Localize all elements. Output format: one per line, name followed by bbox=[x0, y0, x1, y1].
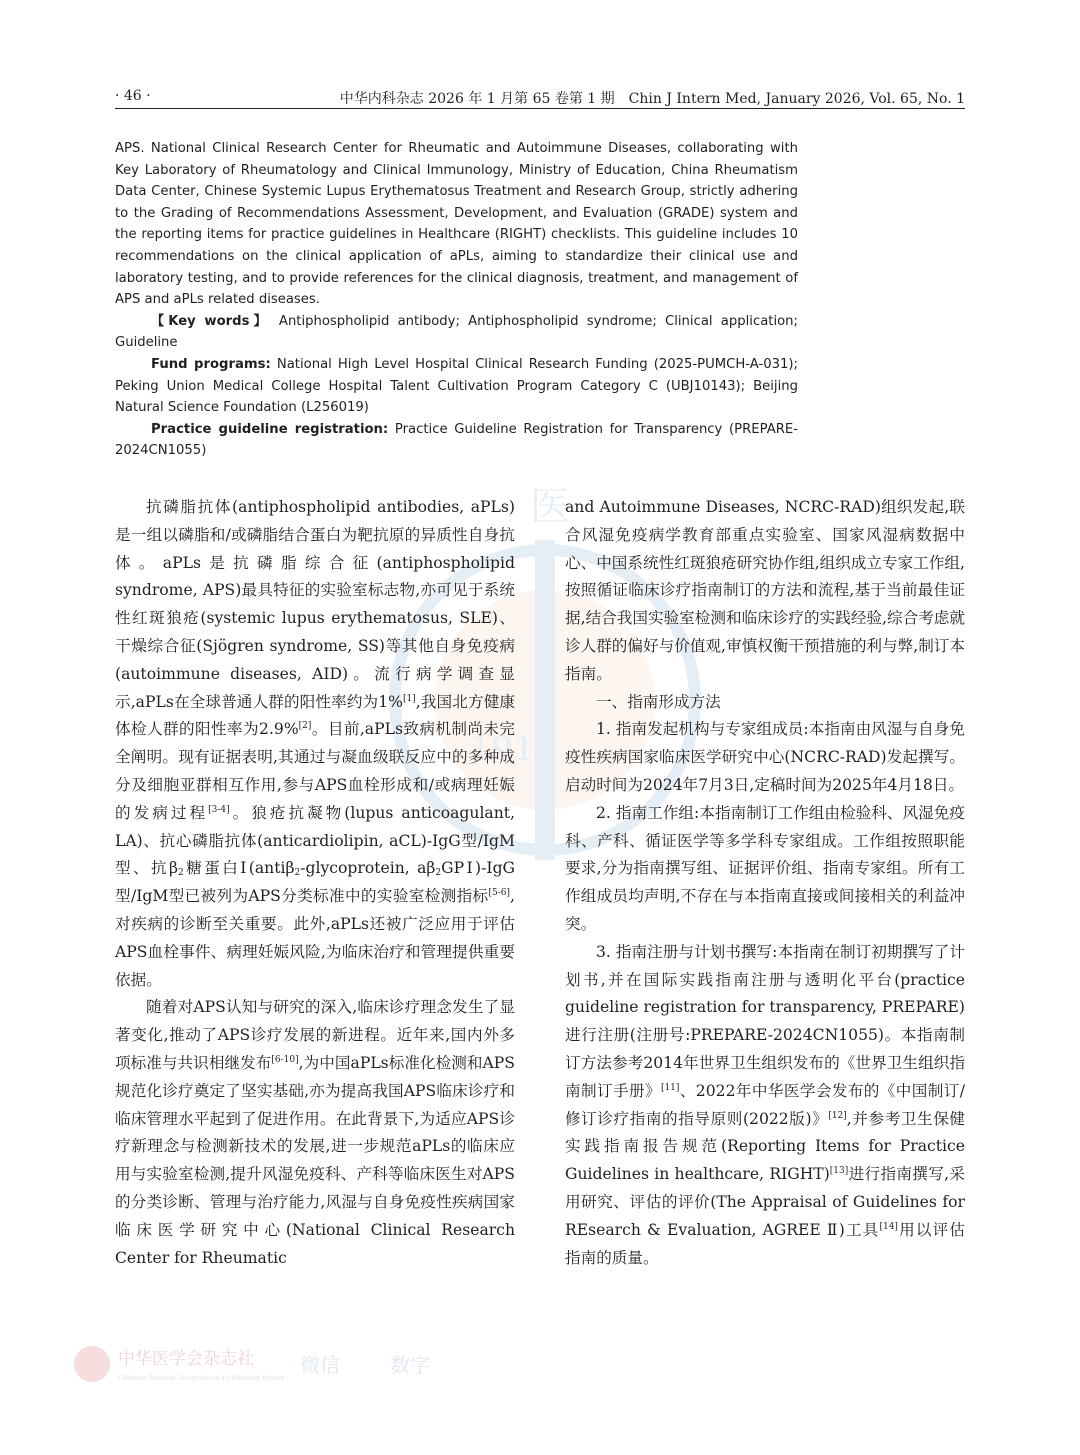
method-paragraph-3 bbox=[565, 939, 965, 1273]
running-header bbox=[115, 86, 965, 109]
subscript: 2 bbox=[294, 868, 301, 879]
citation-ref[interactable]: [2] bbox=[298, 721, 312, 732]
right-column bbox=[565, 494, 965, 1272]
text-run: 抗磷脂抗体(antiphospholipid antibodies, aPLs)是一组以磷脂和/或磷脂结合蛋白为靶抗原的异质性自身抗体。aPLs是抗磷脂综合征(antiphospholipid syndrome, APS)最具特征的实验室标志物,亦可见于系统性红斑狼疮(systemic lupus erythematosus, SLE)、干燥综合征(Sjögren syndrome, SS)等其他自身免疫病(autoimmune diseases, AID)。流行病学调查显示,aPLs在全球普通人群的阳性率约为1% bbox=[115, 498, 515, 711]
seal-year: 1915 bbox=[470, 729, 557, 769]
guideline-registration bbox=[115, 419, 798, 462]
citation-ref[interactable]: [13] bbox=[829, 1166, 849, 1177]
text-run: ,为中国aPLs标准化检测和APS规范化诊疗奠定了坚实基础,亦为提高我国APS临床诊疗和临床管理水平起到了促进作用。在此背景下,为适应APS诊疗新理念与检测新技术的发展,进一步规范aPLs的临床应用与实验室检测,提升风湿免疫科、产科等临床医生对APS的分类诊断、管理与治疗能力,风湿与自身免疫性疾病国家临床医学研究中心(National Clinical Research Center for Rheumatic bbox=[115, 1053, 515, 1267]
digital-tag: 数字 bbox=[390, 1353, 430, 1377]
keywords-text: Antiphospholipid antibody; Antiphospholipid syndrome; Clinical application; Guideline bbox=[115, 313, 798, 351]
citation-ref[interactable]: [6-10] bbox=[271, 1054, 299, 1065]
left-column bbox=[115, 494, 515, 1272]
english-abstract bbox=[115, 138, 798, 462]
text-run: 。目前,aPLs致病机制尚未完全阐明。现有证据表明,其通过与凝血级联反应中的多种成分及细胞亚群相互作用,参与APS血栓形成和/或病理妊娠的发病过程 bbox=[115, 720, 515, 822]
intro-paragraph-1 bbox=[115, 494, 515, 994]
text-run: -glycoprotein, aβ bbox=[300, 859, 436, 878]
text-run: 糖蛋白Ⅰ(antiβ bbox=[183, 859, 295, 878]
method-paragraph-2: 2. 指南工作组:本指南制订工作组由检验科、风湿免疫科、产科、循证医学等多学科专家组成。工作组按照职能要求,分为指南撰写组、证据评价组、指南专家组。所有工作组成员均声明,不存在与本指南直接或间接相关的利益冲突。 bbox=[565, 803, 965, 933]
text-run: GPⅠ)-IgG型/IgM型已被列为APS分类标准中的实验室检测指标 bbox=[115, 859, 516, 906]
citation-ref[interactable]: [3-4] bbox=[208, 804, 230, 815]
text-run: ,对疾病的诊断至关重要。此外,aPLs还被广泛应用于评估APS血栓事件、病理妊娠风险,为临床治疗和管理提供重要依据。 bbox=[115, 887, 515, 989]
text-run: 、2022年中华医学会发布的《中国制订/修订诊疗指南的指导原则(2022版)》 bbox=[565, 1081, 965, 1128]
citation-ref[interactable]: [12] bbox=[828, 1110, 847, 1121]
publisher-flower-icon bbox=[74, 1346, 110, 1382]
fund-programs bbox=[115, 354, 798, 419]
registration-label: Practice guideline registration: bbox=[151, 421, 389, 437]
text-run: 随着对APS认知与研究的深入,临床诊疗理念发生了显著变化,推动了APS诊疗发展的新进程。近年来,国内外多项标准与共识相继发布 bbox=[115, 998, 515, 1072]
subscript: 2 bbox=[435, 868, 442, 879]
publisher-name-en: Chinese Medical Association Publishing House bbox=[118, 1374, 285, 1382]
citation-ref[interactable]: [5-6] bbox=[488, 888, 511, 899]
journal-citation: 中华内科杂志 2026 年 1 月第 65 卷第 1 期 Chin J Intern Med, January 2026, Vol. 65, No. 1 bbox=[339, 91, 965, 107]
citation-ref[interactable]: [1] bbox=[403, 693, 416, 704]
seal-glyph: 医 bbox=[530, 484, 570, 530]
text-run: 进行指南撰写,采用研究、评估的评价(The Appraisal of Guidelines for REsearch & Evaluation, AGREE Ⅱ)工具 bbox=[565, 1165, 965, 1239]
section-heading: 一、指南形成方法 bbox=[596, 692, 721, 711]
fund-label: Fund programs: bbox=[151, 356, 271, 372]
publisher-watermark bbox=[70, 1342, 490, 1387]
method-paragraph-1: 1. 指南发起机构与专家组成员:本指南由风湿与自身免疫性疾病国家临床医学研究中心(NCRC-RAD)发起撰写。启动时间为2024年7月3日,定稿时间为2025年4月18日。 bbox=[565, 720, 965, 794]
intro-paragraph-2 bbox=[115, 994, 515, 1272]
citation-ref[interactable]: [11] bbox=[660, 1082, 680, 1093]
wechat-tag: 微信 bbox=[300, 1353, 340, 1377]
abstract-body: APS. National Clinical Research Center for Rheumatic and Autoimmune Diseases, collaborating with Key Laboratory of Rheumatology and Clinical Immunology, Ministry of Education, China Rheumatism Data Center, Chinese Systemic Lupus Erythematosus Treatment and Research Group, strictly adhering to the Grading of Recommendations Assessment, Development, and Evaluation (GRADE) system and the reporting items for practice guidelines in Healthcare (RIGHT) checklists. This guideline includes 10 recommendations on the clinical application of aPLs, aiming to standardize their clinical use and laboratory testing, and to provide references for the clinical diagnosis, treatment, and management of APS and aPLs related diseases. bbox=[115, 141, 798, 308]
text-run: 3. 指南注册与计划书撰写:本指南在制订初期撰写了计划书,并在国际实践指南注册与透明化平台(practice guideline registration for transparency, PREPARE)进行注册(注册号:PREPARE-2024CN1055)。本指南制订方法参考2014年世界卫生组织发布的《世界卫生组织指南制订手册》 bbox=[565, 942, 965, 1100]
fund-text: National High Level Hospital Clinical Research Funding (2025-PUMCH-A-031); Peking Union Medical College Hospital Talent Cultivation Program Category C (UBJ10143); Beijing Natural Science Foundation (L256019) bbox=[115, 356, 798, 416]
text-run: 用以评估指南的质量。 bbox=[565, 1220, 965, 1267]
keywords bbox=[115, 311, 798, 354]
registration-text: Practice Guideline Registration for Transparency (PREPARE-2024CN1055) bbox=[115, 421, 798, 459]
intro-paragraph-continued: and Autoimmune Diseases, NCRC-RAD)组织发起,联合风湿免疫病学教育部重点实验室、国家风湿病数据中心、中国系统性红斑狼疮研究协作组,组织成立专家工作组,按照循证临床诊疗指南制订的方法和流程,基于当前最佳证据,结合我国实验室检测和临床诊疗的实践经验,综合考虑就诊人群的偏好与价值观,审慎权衡干预措施的利与弊,制订本指南。 bbox=[565, 498, 965, 683]
subscript: 2 bbox=[178, 868, 184, 879]
publisher-name-cn: 中华医学会杂志社 bbox=[118, 1349, 254, 1369]
page-number: · 46 · bbox=[115, 88, 151, 104]
seal-staff bbox=[535, 540, 555, 860]
text-run: ,我国北方健康体检人群的阳性率为2.9% bbox=[115, 692, 516, 739]
citation-ref[interactable]: [14] bbox=[879, 1221, 898, 1232]
text-run: 。狼疮抗凝物(lupus anticoagulant, LA)、抗心磷脂抗体(anticardiolipin, aCL)-IgG型/IgM型、抗β bbox=[115, 803, 515, 878]
keywords-label: 【Key words】 bbox=[151, 313, 271, 329]
text-run: ,并参考卫生保健实践指南报告规范(Reporting Items for Practice Guidelines in healthcare, RIGHT) bbox=[565, 1109, 965, 1184]
